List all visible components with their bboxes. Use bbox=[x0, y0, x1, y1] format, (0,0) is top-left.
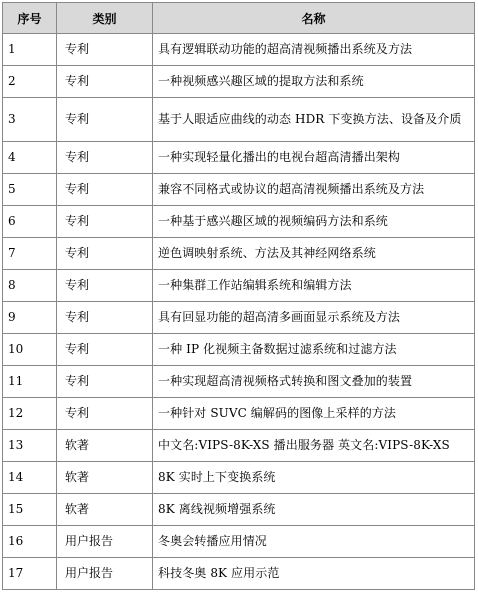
cell-no: 16 bbox=[3, 526, 57, 558]
table-row bbox=[3, 494, 475, 526]
cell-category: 专利 bbox=[57, 270, 153, 302]
cell-no: 1 bbox=[3, 34, 57, 66]
table-row bbox=[3, 462, 475, 494]
cell-category: 用户报告 bbox=[57, 526, 153, 558]
header-name: 名称 bbox=[153, 3, 475, 34]
cell-category: 专利 bbox=[57, 302, 153, 334]
table-row bbox=[3, 558, 475, 590]
cell-category: 专利 bbox=[57, 34, 153, 66]
cell-no: 13 bbox=[3, 430, 57, 462]
cell-no: 6 bbox=[3, 206, 57, 238]
header-no: 序号 bbox=[3, 3, 57, 34]
table-row bbox=[3, 174, 475, 206]
cell-no: 7 bbox=[3, 238, 57, 270]
cell-no: 4 bbox=[3, 142, 57, 174]
cell-category: 专利 bbox=[57, 238, 153, 270]
table-row bbox=[3, 270, 475, 302]
table-row bbox=[3, 238, 475, 270]
cell-category: 用户报告 bbox=[57, 558, 153, 590]
cell-category: 专利 bbox=[57, 398, 153, 430]
cell-no: 14 bbox=[3, 462, 57, 494]
table-row bbox=[3, 98, 475, 142]
cell-name: 科技冬奥 8K 应用示范 bbox=[153, 558, 475, 590]
cell-name: 一种针对 SUVC 编解码的图像上采样的方法 bbox=[153, 398, 475, 430]
cell-no: 8 bbox=[3, 270, 57, 302]
table-row bbox=[3, 398, 475, 430]
cell-category: 软著 bbox=[57, 430, 153, 462]
cell-name: 一种 IP 化视频主备数据过滤系统和过滤方法 bbox=[153, 334, 475, 366]
cell-name: 一种基于感兴趣区域的视频编码方法和系统 bbox=[153, 206, 475, 238]
cell-name: 具有回显功能的超高清多画面显示系统及方法 bbox=[153, 302, 475, 334]
table-row bbox=[3, 366, 475, 398]
table-body bbox=[3, 34, 475, 590]
cell-no: 11 bbox=[3, 366, 57, 398]
header-category: 类别 bbox=[57, 3, 153, 34]
cell-no: 2 bbox=[3, 66, 57, 98]
cell-category: 软著 bbox=[57, 462, 153, 494]
cell-no: 17 bbox=[3, 558, 57, 590]
table-row bbox=[3, 206, 475, 238]
cell-name: 逆色调映射系统、方法及其神经网络系统 bbox=[153, 238, 475, 270]
cell-name: 一种实现超高清视频格式转换和图文叠加的装置 bbox=[153, 366, 475, 398]
table-row bbox=[3, 526, 475, 558]
cell-name: 一种集群工作站编辑系统和编辑方法 bbox=[153, 270, 475, 302]
cell-category: 专利 bbox=[57, 174, 153, 206]
cell-name: 8K 实时上下变换系统 bbox=[153, 462, 475, 494]
cell-no: 10 bbox=[3, 334, 57, 366]
table-row bbox=[3, 142, 475, 174]
cell-name: 一种实现轻量化播出的电视台超高清播出架构 bbox=[153, 142, 475, 174]
cell-name: 一种视频感兴趣区域的提取方法和系统 bbox=[153, 66, 475, 98]
cell-category: 软著 bbox=[57, 494, 153, 526]
cell-category: 专利 bbox=[57, 334, 153, 366]
cell-category: 专利 bbox=[57, 66, 153, 98]
cell-no: 3 bbox=[3, 98, 57, 142]
cell-name: 基于人眼适应曲线的动态 HDR 下变换方法、设备及介质 bbox=[153, 98, 475, 142]
table-row bbox=[3, 34, 475, 66]
cell-no: 5 bbox=[3, 174, 57, 206]
cell-no: 15 bbox=[3, 494, 57, 526]
table-row bbox=[3, 302, 475, 334]
cell-name: 冬奥会转播应用情况 bbox=[153, 526, 475, 558]
cell-category: 专利 bbox=[57, 366, 153, 398]
header-row bbox=[3, 3, 475, 34]
table-row bbox=[3, 430, 475, 462]
cell-name: 兼容不同格式或协议的超高清视频播出系统及方法 bbox=[153, 174, 475, 206]
cell-no: 12 bbox=[3, 398, 57, 430]
cell-category: 专利 bbox=[57, 142, 153, 174]
cell-category: 专利 bbox=[57, 98, 153, 142]
cell-name: 具有逻辑联动功能的超高清视频播出系统及方法 bbox=[153, 34, 475, 66]
table-row bbox=[3, 334, 475, 366]
table-header bbox=[3, 3, 475, 34]
cell-no: 9 bbox=[3, 302, 57, 334]
cell-name: 中文名:VIPS-8K-XS 播出服务器 英文名:VIPS-8K-XS bbox=[153, 430, 475, 462]
table-row bbox=[3, 66, 475, 98]
cell-category: 专利 bbox=[57, 206, 153, 238]
cell-name: 8K 离线视频增强系统 bbox=[153, 494, 475, 526]
achievements-table bbox=[2, 2, 475, 590]
